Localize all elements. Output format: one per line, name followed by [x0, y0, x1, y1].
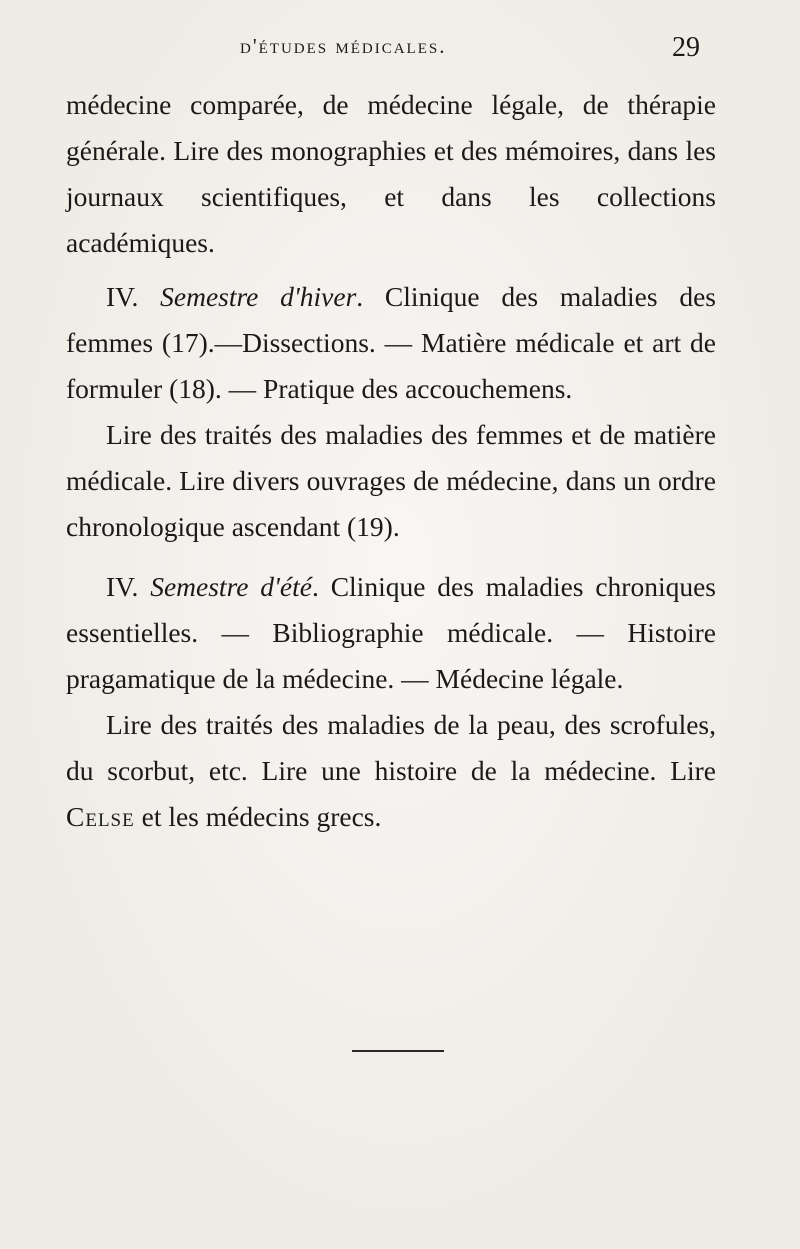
semester-number: IV. [106, 281, 161, 312]
author-name-celse: Celse [66, 801, 135, 832]
paragraph-5-text-b: et les médecins grecs. [134, 801, 382, 832]
semester-title: Semestre d'hiver [160, 281, 357, 312]
semester-courses: . Clinique des maladies chroniques essentielles. — Bibliographie médicale. — Histoire pragamatique de la médecine. — Médecine légale. [66, 571, 717, 694]
body-text [66, 82, 716, 840]
paragraph-4-summer-semester [66, 564, 716, 702]
running-title: d'études médicales. [240, 34, 447, 58]
paragraph-3-text: Lire des traités des maladies des femmes et de matière médicale. Lire divers ouvrages de médecine, dans un ordre chronologique ascendant (19). [66, 419, 716, 542]
paragraph-2-winter-semester [66, 274, 716, 412]
semester-number: IV. [106, 571, 151, 602]
running-head [0, 32, 800, 72]
paragraph-5-text-a: Lire des traités des maladies de la peau, des scrofules, du scorbut, etc. Lire une histoire de la médecine. Lire [66, 709, 716, 786]
paragraph-3-readings [66, 412, 716, 550]
paragraph-1-text: médecine comparée, de médecine légale, de thérapie générale. Lire des monographies et des mémoires, dans les journaux scientifiques, et dans les collections académiques. [66, 89, 716, 258]
semester-courses: . Clinique des maladies des femmes (17).—Dissections. — Matière médicale et art de formuler (18). — Pratique des accouchemens. [66, 281, 716, 404]
paragraph-5-readings [66, 702, 716, 840]
section-end-rule [352, 1050, 444, 1052]
paragraph-1 [66, 82, 716, 266]
page-number: 29 [672, 32, 700, 63]
semester-title: Semestre d'été [150, 571, 312, 602]
